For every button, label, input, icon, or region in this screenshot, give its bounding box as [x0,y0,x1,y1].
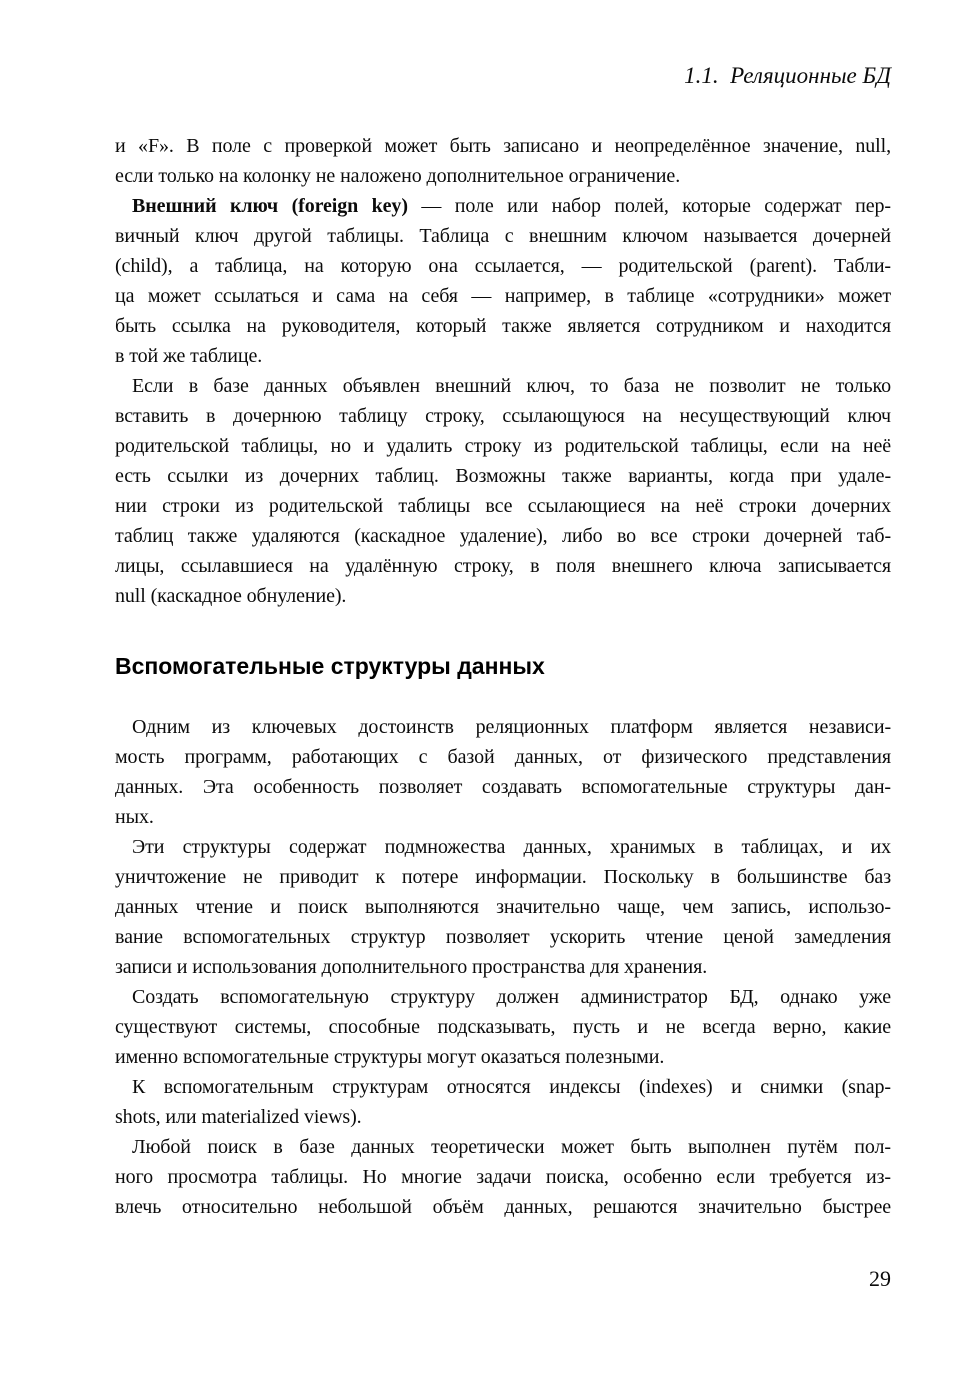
text-line: уничтожение не приводит к потере информации. Поскольку в большинстве баз [115,866,891,888]
text-line [115,191,891,221]
text-line: (child), а таблица, на которую она ссылается, — родительской (parent). Табли- [115,255,891,277]
text-line: мость программ, работающих с базой данных, от физического представления [115,746,891,768]
paragraph [115,131,891,191]
text-line: быть ссылка на руководителя, который также является сотрудником и находится [115,315,891,337]
paragraph [115,1132,891,1222]
text-line: если только на колонку не наложено дополнительное ограничение. [115,165,681,187]
text-line: К вспомогательным структурам относятся индексы (indexes) и снимки (snap- [132,1076,891,1098]
paragraph [115,982,891,1072]
text-line: Любой поиск в базе данных теоретически может быть выполнен путём пол- [132,1136,891,1158]
text-line: Одним из ключевых достоинств реляционных платформ является независи- [132,716,891,738]
text-line: Создать вспомогательную структуру должен администратор БД, однако уже [132,986,891,1008]
paragraph [115,712,891,832]
paragraph [115,1072,891,1132]
text-line: данных. Эта особенность позволяет создавать вспомогательные структуры дан- [115,776,891,798]
text-line: shots, или materialized views). [115,1106,362,1128]
text-line: нии строки из родительской таблицы все ссылающиеся на неё строки дочерних [115,495,891,517]
page-number: 29 [869,1266,891,1291]
text-line: ных. [115,806,154,828]
text-line: записи и использования дополнительного пространства для хранения. [115,956,708,978]
running-header: 1.1. Реляционные БД [684,63,891,88]
page-body [115,131,891,1222]
text-line: Эти структуры содержат подмножества данных, хранимых в таблицах, и их [132,836,891,858]
paragraph [115,371,891,611]
text-line: ного просмотра таблицы. Но многие задачи поиска, особенно если требуется из- [115,1166,891,1188]
text-line: родительской таблицы, но и удалить строку из родительской таблицы, если на неё [115,435,891,457]
paragraph [115,832,891,982]
text-line: именно вспомогательные структуры могут оказаться полезными. [115,1046,665,1068]
text-line: в той же таблице. [115,345,263,367]
term-bold: Внешний ключ (foreign key) [132,195,408,217]
text-line: есть ссылки из дочерних таблиц. Возможны также варианты, когда при удале- [115,465,891,487]
text-line: вичный ключ другой таблицы. Таблица с внешним ключом называется дочерней [115,225,891,247]
text-line: таблиц также удаляются (каскадное удаление), либо во все строки дочерней таб- [115,525,891,547]
text-line-rest: — поле или набор полей, которые содержат пер- [407,195,891,217]
text-line: влечь относительно небольшой объём данных, решаются значительно быстрее [115,1196,891,1218]
text-line: вание вспомогательных структур позволяет ускорить чтение ценой замедления [115,926,891,948]
text-line: данных чтение и поиск выполняются значительно чаще, чем запись, использо- [115,896,891,918]
paragraph [115,191,891,371]
text-line: Если в базе данных объявлен внешний ключ, то база не позволит не только [132,375,891,397]
text-line: существуют системы, способные подсказывать, пусть и не всегда верно, какие [115,1016,891,1038]
text-line: вставить в дочернюю таблицу строку, ссылающуюся на несуществующий ключ [115,405,891,427]
text-line: null (каскадное обнуление). [115,585,347,607]
text-line: лицы, ссылавшиеся на удалённую строку, в поля внешнего ключа записывается [115,555,891,577]
text-line: ца может ссылаться и сама на себя — например, в таблице «сотрудники» может [115,285,891,307]
text-line: и «F». В поле с проверкой может быть записано и неопределённое значение, null, [115,135,891,157]
section-heading: Вспомогательные структуры данных [115,653,545,679]
